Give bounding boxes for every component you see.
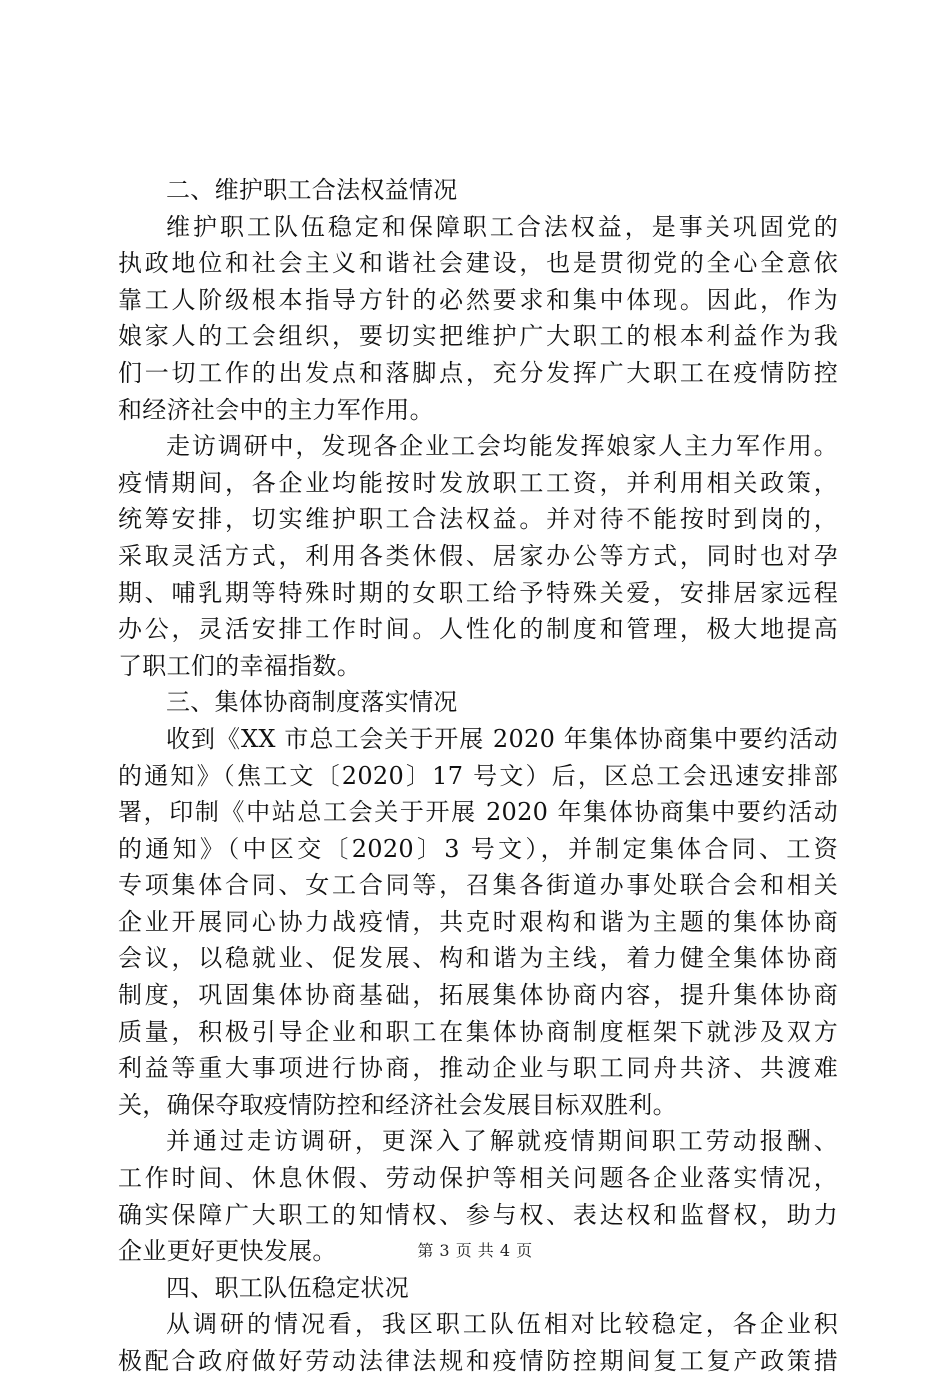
text-line: 从调研的情况看，我区职工队伍相对比较稳定，各企业积	[166, 1310, 838, 1339]
text-line: 娘家人的工会组织，要切实把维护广大职工的根本利益作为我	[118, 322, 838, 351]
text-line: 工作时间、休息休假、劳动保护等相关问题各企业落实情况，	[118, 1164, 838, 1193]
text-line: 企业更好更快发展。	[118, 1237, 337, 1266]
text-line: 收到《XX 市总工会关于开展 2020 年集体协商集中要约活动	[166, 724, 838, 753]
text-line: 制度，巩固集体协商基础，拓展集体协商内容，提升集体协商	[118, 981, 838, 1010]
text-line: 办公，灵活安排工作时间。人性化的制度和管理，极大地提高	[118, 615, 838, 644]
text-line: 的通知》（焦工文〔2020〕17 号文）后，区总工会迅速安排部	[118, 761, 838, 790]
text-line: 靠工人阶级根本指导方针的必然要求和集中体现。因此，作为	[118, 285, 838, 314]
text-line: 质量，积极引导企业和职工在集体协商制度框架下就涉及双方	[118, 1017, 838, 1046]
text-line: 关，确保夺取疫情防控和经济社会发展目标双胜利。	[118, 1090, 677, 1119]
text-line: 确实保障广大职工的知情权、参与权、表达权和监督权，助力	[118, 1200, 838, 1229]
text-line: 的通知》（中区交〔2020〕3 号文），并制定集体合同、工资	[118, 834, 838, 863]
text-line: 执政地位和社会主义和谐社会建设，也是贯彻党的全心全意依	[118, 249, 838, 278]
text-line: 专项集体合同、女工合同等，召集各街道办事处联合会和相关	[118, 871, 838, 900]
text-line: 四、职工队伍稳定状况	[166, 1273, 409, 1302]
text-line: 们一切工作的出发点和落脚点，充分发挥广大职工在疫情防控	[118, 358, 838, 387]
text-line: 利益等重大事项进行协商，推动企业与职工同舟共济、共渡难	[118, 1054, 838, 1083]
text-line: 会议，以稳就业、促发展、构和谐为主线，着力健全集体协商	[118, 944, 838, 973]
text-line: 采取灵活方式，利用各类休假、居家办公等方式，同时也对孕	[118, 541, 838, 570]
text-line: 维护职工队伍稳定和保障职工合法权益，是事关巩固党的	[166, 212, 838, 241]
text-line: 走访调研中，发现各企业工会均能发挥娘家人主力军作用。	[166, 432, 838, 461]
text-line: 疫情期间，各企业均能按时发放职工工资，并利用相关政策，	[118, 468, 838, 497]
text-line: 二、维护职工合法权益情况	[166, 176, 458, 204]
text-line: 了职工们的幸福指数。	[118, 651, 361, 680]
text-line: 署，印制《中站总工会关于开展 2020 年集体协商集中要约活动	[118, 798, 838, 827]
text-line: 并通过走访调研，更深入了解就疫情期间职工劳动报酬、	[166, 1127, 838, 1156]
text-line: 极配合政府做好劳动法律法规和疫情防控期间复工复产政策措	[118, 1347, 838, 1375]
document-body	[118, 172, 838, 1380]
page-footer: 第 3 页 共 4 页	[417, 1241, 533, 1260]
text-line: 三、集体协商制度落实情况	[166, 688, 458, 717]
text-line: 企业开展同心协力战疫情，共克时艰构和谐为主题的集体协商	[118, 907, 838, 936]
text-line: 和经济社会中的主力军作用。	[118, 395, 434, 424]
text-line: 统筹安排，切实维护职工合法权益。并对待不能按时到岗的，	[118, 505, 838, 534]
text-line: 期、哺乳期等特殊时期的女职工给予特殊关爱，安排居家远程	[118, 578, 838, 607]
